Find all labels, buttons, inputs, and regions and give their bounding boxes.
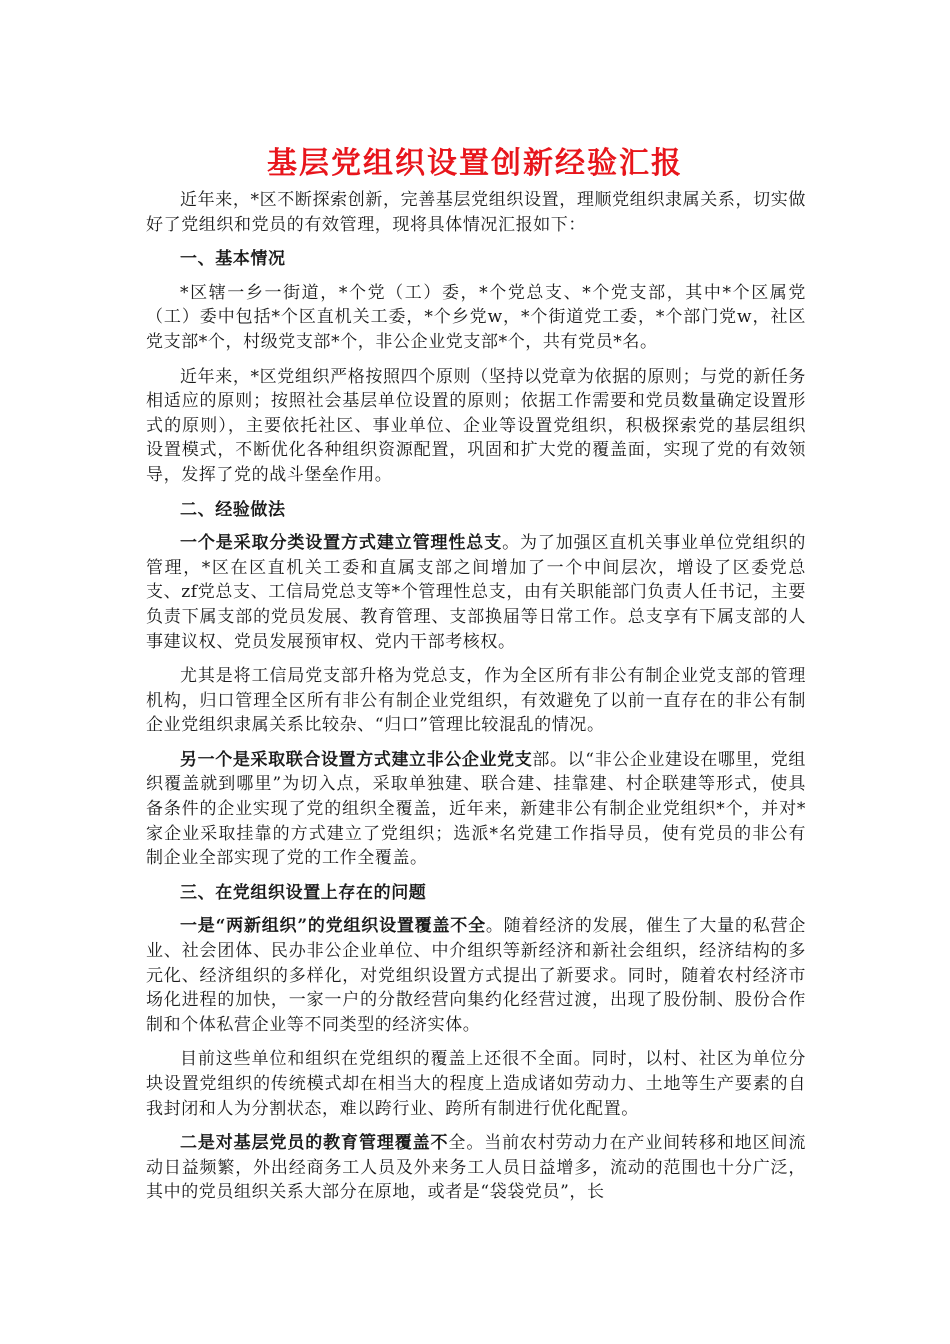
basic-paragraph-2: 近年来，*区党组织严格按照四个原则（坚持以党章为依据的原则；与党的新任务相适应的原则；按照社会基层单位设置的原则；依据工作需要和党员数量确定设置形式的原则），主要依托社区、事业单位、企业等设置党组织，积极探索党的基层组织设置模式，不断优化各种组织资源配置，巩固和扩大党的覆盖面，实现了党的有效领导，发挥了党的战斗堡垒作用。 xyxy=(146,366,806,485)
experience-paragraph-1 xyxy=(146,531,806,654)
section-heading-problems: 三、在党组织设置上存在的问题 xyxy=(180,882,427,903)
problems-paragraph-3-lead: 二是对基层党员的教育管理覆盖不 xyxy=(180,1133,449,1154)
experience-paragraph-2: 尤其是将工信局党支部升格为党总支，作为全区所有非公有制企业党支部的管理机构，归口管理全区所有非公有制企业党组织，有效避免了以前一直存在的非公有制企业党组织隶属关系比较杂、“归口”管理比较混乱的情况。 xyxy=(146,666,806,736)
basic-paragraph-1: *区辖一乡一街道，*个党（工）委，*个党总支、*个党支部，其中*个区属党（工）委中包括*个区直机关工委，*个乡党w，*个街道党工委，*个部门党w，社区党支部*个，村级党支部*个，非公企业党支部*个，共有党员*名。 xyxy=(146,282,806,352)
intro-paragraph: 近年来，*区不断探索创新，完善基层党组织设置，理顺党组织隶属关系，切实做好了党组织和党员的有效管理，现将具体情况汇报如下： xyxy=(146,190,806,235)
section-heading-basic: 一、基本情况 xyxy=(180,249,286,270)
experience-paragraph-3-text: 部。以“非公企业建设在哪里，党组织覆盖就到哪里”为切入点，采取单独建、联合建、挂靠建、村企联建等形式，使具备条件的企业实现了党的组织全覆盖，近年来，新建非公有制企业党组织*个，并对*家企业采取挂靠的方式建立了党组织；选派*名党建工作指导员，使有党员的非公有制企业全部实现了党的工作全覆盖。 xyxy=(146,749,806,869)
experience-paragraph-3 xyxy=(146,748,806,871)
problems-paragraph-3 xyxy=(146,1131,806,1205)
problems-paragraph-2: 目前这些单位和组织在党组织的覆盖上还很不全面。同时，以村、社区为单位分块设置党组织的传统模式却在相当大的程度上造成诸如劳动力、土地等生产要素的自我封闭和人为分割状态，难以跨行业、跨所有制进行优化配置。 xyxy=(146,1049,806,1119)
experience-paragraph-1-lead: 一个是采取分类设置方式建立管理性总支 xyxy=(180,533,503,554)
section-heading-experience: 二、经验做法 xyxy=(180,499,286,520)
problems-paragraph-1-text: 。随着经济的发展，催生了大量的私营企业、社会团体、民办非公企业单位、中介组织等新经济和新社会组织，经济结构的多元化、经济组织的多样化，对党组织设置方式提出了新要求。同时，随着农村经济市场化进程的加快，一家一户的分散经营向集约化经营过渡，出现了股份制、股份合作制和个体私营企业等不同类型的经济实体。 xyxy=(146,916,806,1035)
problems-paragraph-1-lead: 一是“两新组织”的党组织设置覆盖不全 xyxy=(180,916,486,937)
problems-paragraph-1 xyxy=(146,914,806,1037)
problems-paragraph-3-text: 全。当前农村劳动力在产业间转移和地区间流动日益频繁，外出经商务工人员及外来务工人员日益增多，流动的范围也十分广泛，其中的党员组织关系大部分在原地，或者是“袋袋党员”，长 xyxy=(146,1133,807,1203)
experience-paragraph-3-lead: 另一个是采取联合设置方式建立非公企业党支 xyxy=(180,749,533,770)
experience-paragraph-1-text: 。为了加强区直机关事业单位党组织的管理，*区在区直机关工委和直属支部之间增加了一个中间层次，增设了区委党总支、zf党总支、工信局党总支等*个管理性总支，由有关职能部门负责人任书记，主要负责下属支部的党员发展、教育管理、支部换届等日常工作。总支享有下属支部的人事建议权、党员发展预审权、党内干部考核权。 xyxy=(146,533,806,652)
document-body xyxy=(146,188,806,1215)
document-title: 基层党组织设置创新经验汇报 xyxy=(267,146,683,181)
